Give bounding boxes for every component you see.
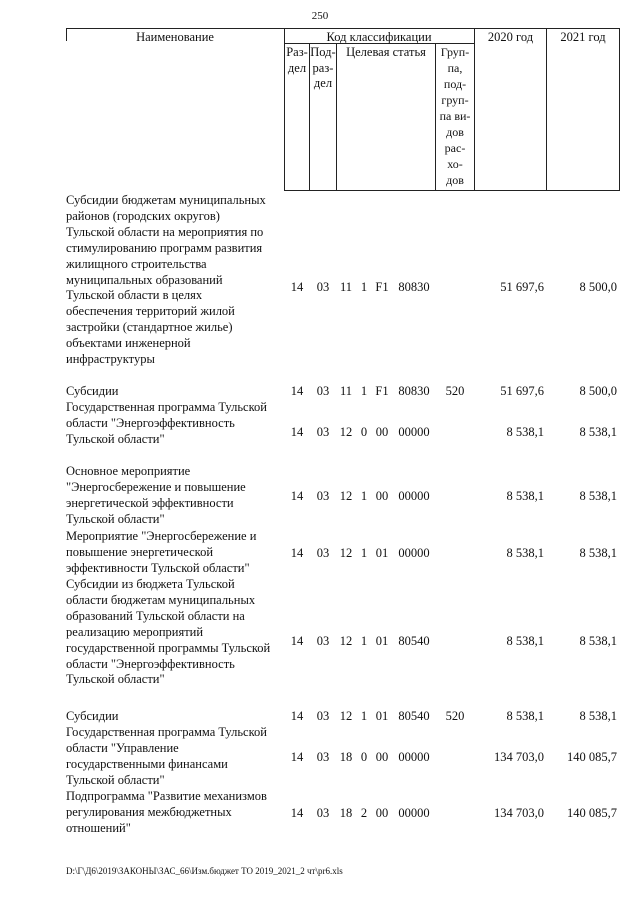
- row-target-event: 00: [375, 806, 389, 820]
- header-group-line-1: Груп-: [440, 45, 470, 59]
- header-bottom-border: [284, 190, 619, 191]
- header-year-2021: 2021 год: [560, 30, 606, 44]
- header-group-line-5: па ви-: [439, 109, 471, 123]
- row-amount-2021: 8 500,0: [579, 384, 617, 398]
- row-expense-group: 520: [445, 384, 465, 398]
- header-group-line-9: дов: [446, 173, 464, 187]
- row-name: Мероприятие "Энергосбережение и повышение энергетической эффективности Тульской области": [66, 529, 257, 575]
- row-target-program: 11: [339, 384, 353, 398]
- row-name: Субсидии: [66, 384, 119, 398]
- header-group-line-4: груп-: [441, 93, 469, 107]
- row-razdel: 14: [290, 709, 304, 723]
- row-target-subprogram: 1: [360, 280, 368, 294]
- header-col-divider-5: [474, 28, 475, 191]
- row-target-subprogram: 1: [360, 634, 368, 648]
- row-target-event: 00: [375, 489, 389, 503]
- row-target-event: 01: [375, 546, 389, 560]
- row-amount-2020: 8 538,1: [506, 546, 544, 560]
- row-target-event: 01: [375, 634, 389, 648]
- header-group-line-3: под-: [443, 77, 467, 91]
- row-razdel: 14: [290, 750, 304, 764]
- header-right-border: [619, 28, 620, 191]
- row-target-direction: 80540: [398, 634, 430, 648]
- row-target-direction: 80830: [398, 384, 430, 398]
- row-amount-2020: 8 538,1: [506, 709, 544, 723]
- footer-file-path: D:\Г\Д6\2019\ЗАКОНЫ\ЗАС_66\Изм.бюджет ТО 2019_2021_2 чт\pr6.xls: [66, 866, 343, 876]
- row-podrazdel: 03: [316, 806, 330, 820]
- row-target-subprogram: 0: [360, 750, 368, 764]
- row-target-subprogram: 0: [360, 425, 368, 439]
- row-name: Основное мероприятие "Энергосбережение и повышение энергетической эффективности Тульской области": [66, 464, 246, 526]
- row-name: Субсидии бюджетам муниципальных районов (городских округов) Тульской области на мероприятия по стимулированию программ развития жилищного строительства муниципальных образований Тульской области в целях обеспечения территорий жилой застройки (стандартное жилье) объектами инженерной инфраструктуры: [66, 193, 266, 367]
- row-amount-2020: 134 703,0: [494, 750, 544, 764]
- header-group-line-6: дов: [446, 125, 464, 139]
- row-target-subprogram: 1: [360, 384, 368, 398]
- row-razdel: 14: [290, 634, 304, 648]
- header-year-2020: 2020 год: [487, 30, 534, 44]
- row-razdel: 14: [290, 806, 304, 820]
- page-number: 250: [311, 10, 329, 22]
- header-group-line-2: па,: [447, 61, 463, 75]
- row-target-direction: 00000: [398, 806, 430, 820]
- row-name: Государственная программа Тульской области "Энергоэффективность Тульской области": [66, 400, 267, 446]
- row-podrazdel: 03: [316, 634, 330, 648]
- row-target-direction: 80830: [398, 280, 430, 294]
- row-target-program: 18: [339, 750, 353, 764]
- row-razdel: 14: [290, 489, 304, 503]
- row-razdel: 14: [290, 280, 304, 294]
- row-target-program: 12: [339, 425, 353, 439]
- header-top-border: [66, 28, 619, 29]
- row-target-direction: 00000: [398, 546, 430, 560]
- row-target-direction: 80540: [398, 709, 430, 723]
- row-name: Подпрограмма "Развитие механизмов регулирования межбюджетных отношений": [66, 789, 267, 835]
- header-group-line-7: рас-: [444, 141, 466, 155]
- row-razdel: 14: [290, 384, 304, 398]
- header-name: Наименование: [136, 30, 214, 44]
- header-col-divider-6: [546, 28, 547, 191]
- row-amount-2020: 134 703,0: [494, 806, 544, 820]
- row-amount-2021: 8 538,1: [579, 425, 617, 439]
- row-target-program: 12: [339, 709, 353, 723]
- row-razdel: 14: [290, 425, 304, 439]
- header-razdel: Раз- дел: [286, 45, 308, 75]
- row-razdel: 14: [290, 546, 304, 560]
- row-target-event: 00: [375, 425, 389, 439]
- row-name: Государственная программа Тульской области "Управление государственными финансами Тульской области": [66, 725, 267, 787]
- row-amount-2021: 8 538,1: [579, 709, 617, 723]
- header-target-item: Целевая статья: [346, 45, 426, 59]
- row-target-program: 12: [339, 489, 353, 503]
- row-amount-2020: 51 697,6: [500, 280, 544, 294]
- row-target-direction: 00000: [398, 489, 430, 503]
- row-amount-2021: 8 538,1: [579, 489, 617, 503]
- row-podrazdel: 03: [316, 750, 330, 764]
- header-group-line-8: хо-: [447, 157, 463, 171]
- row-target-direction: 00000: [398, 425, 430, 439]
- header-col-divider-4: [435, 43, 436, 191]
- row-target-program: 12: [339, 546, 353, 560]
- row-target-event: F1: [375, 280, 389, 294]
- row-podrazdel: 03: [316, 546, 330, 560]
- row-amount-2020: 8 538,1: [506, 489, 544, 503]
- row-podrazdel: 03: [316, 709, 330, 723]
- row-amount-2020: 8 538,1: [506, 425, 544, 439]
- row-target-program: 12: [339, 634, 353, 648]
- row-target-event: 01: [375, 709, 389, 723]
- row-target-direction: 00000: [398, 750, 430, 764]
- row-amount-2021: 8 538,1: [579, 634, 617, 648]
- row-amount-2021: 8 500,0: [579, 280, 617, 294]
- row-name: Субсидии: [66, 709, 119, 723]
- row-expense-group: 520: [445, 709, 465, 723]
- row-target-program: 18: [339, 806, 353, 820]
- row-target-subprogram: 1: [360, 709, 368, 723]
- row-target-subprogram: 1: [360, 546, 368, 560]
- header-classification: Код классификации: [326, 30, 432, 44]
- row-name: Субсидии из бюджета Тульской области бюджетам муниципальных образований Тульской области на реализацию мероприятий государственной программы Тульской области "Энергоэффективность Тульской области": [66, 577, 271, 687]
- row-amount-2021: 140 085,7: [567, 806, 617, 820]
- row-podrazdel: 03: [316, 384, 330, 398]
- row-target-event: 00: [375, 750, 389, 764]
- header-col-divider-3: [336, 43, 337, 191]
- row-amount-2021: 140 085,7: [567, 750, 617, 764]
- row-amount-2021: 8 538,1: [579, 546, 617, 560]
- row-podrazdel: 03: [316, 489, 330, 503]
- row-amount-2020: 51 697,6: [500, 384, 544, 398]
- row-target-program: 11: [339, 280, 353, 294]
- row-target-subprogram: 2: [360, 806, 368, 820]
- row-target-event: F1: [375, 384, 389, 398]
- row-amount-2020: 8 538,1: [506, 634, 544, 648]
- row-podrazdel: 03: [316, 280, 330, 294]
- row-target-subprogram: 1: [360, 489, 368, 503]
- row-podrazdel: 03: [316, 425, 330, 439]
- header-podrazdel: Под- раз- дел: [310, 45, 336, 90]
